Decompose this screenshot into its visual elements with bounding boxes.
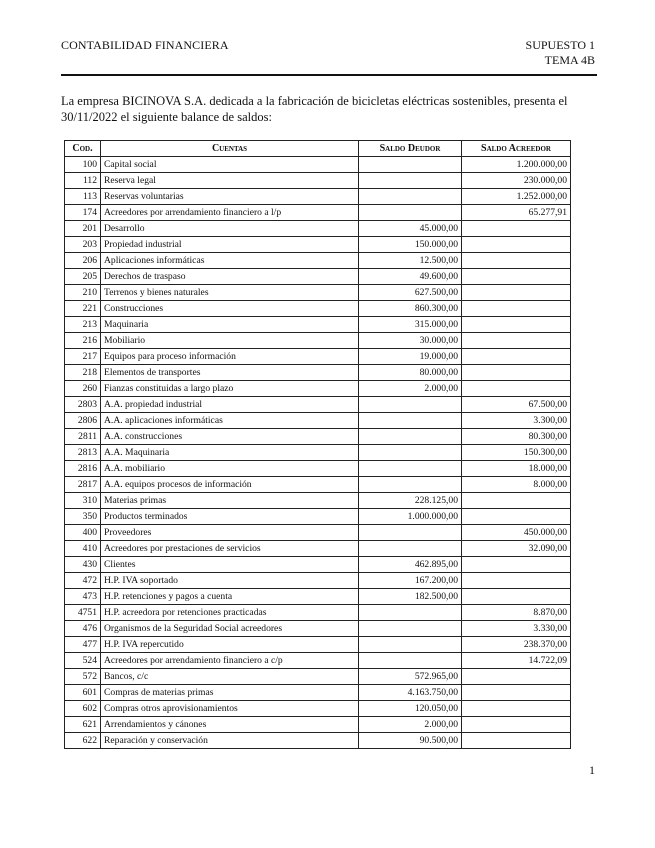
- saldo-deudor: 19.000,00: [359, 349, 462, 365]
- saldo-acreedor: [462, 669, 571, 685]
- account-code: 524: [65, 653, 101, 669]
- saldo-deudor: 4.163.750,00: [359, 685, 462, 701]
- table-row: [65, 733, 571, 749]
- account-name: Bancos, c/c: [101, 669, 359, 685]
- saldo-acreedor: [462, 269, 571, 285]
- saldo-acreedor: [462, 509, 571, 525]
- table-row: [65, 381, 571, 397]
- table-row: [65, 509, 571, 525]
- saldo-deudor: [359, 205, 462, 221]
- account-name: Derechos de traspaso: [101, 269, 359, 285]
- table-row: [65, 173, 571, 189]
- saldo-deudor: [359, 653, 462, 669]
- account-code: 350: [65, 509, 101, 525]
- table-row: [65, 445, 571, 461]
- col-header-saldo-deudor: Saldo Deudor: [359, 141, 462, 157]
- account-name: A.A. mobiliario: [101, 461, 359, 477]
- account-code: 310: [65, 493, 101, 509]
- account-code: 602: [65, 701, 101, 717]
- saldo-deudor: 45.000,00: [359, 221, 462, 237]
- account-name: Acreedores por prestaciones de servicios: [101, 541, 359, 557]
- account-code: 601: [65, 685, 101, 701]
- balance-table: [64, 140, 571, 749]
- table-row: [65, 317, 571, 333]
- saldo-deudor: [359, 445, 462, 461]
- saldo-acreedor: [462, 493, 571, 509]
- account-code: 205: [65, 269, 101, 285]
- saldo-acreedor: 150.300,00: [462, 445, 571, 461]
- saldo-deudor: [359, 397, 462, 413]
- saldo-acreedor: 8.000,00: [462, 477, 571, 493]
- account-code: 210: [65, 285, 101, 301]
- account-name: Arrendamientos y cánones: [101, 717, 359, 733]
- saldo-acreedor: 65.277,91: [462, 205, 571, 221]
- account-name: Aplicaciones informáticas: [101, 253, 359, 269]
- saldo-acreedor: [462, 717, 571, 733]
- page-number: 1: [589, 763, 595, 777]
- table-row: [65, 365, 571, 381]
- account-code: 2811: [65, 429, 101, 445]
- table-row: [65, 493, 571, 509]
- saldo-deudor: 1.000.000,00: [359, 509, 462, 525]
- saldo-acreedor: 1.200.000,00: [462, 157, 571, 173]
- col-header-cuentas: Cuentas: [101, 141, 359, 157]
- account-code: 2803: [65, 397, 101, 413]
- saldo-deudor: [359, 637, 462, 653]
- account-code: 430: [65, 557, 101, 573]
- saldo-acreedor: [462, 365, 571, 381]
- saldo-deudor: [359, 621, 462, 637]
- saldo-acreedor: [462, 333, 571, 349]
- account-name: Fianzas constituidas a largo plazo: [101, 381, 359, 397]
- table-row: [65, 413, 571, 429]
- saldo-acreedor: [462, 237, 571, 253]
- table-row: [65, 685, 571, 701]
- account-code: 473: [65, 589, 101, 605]
- saldo-deudor: 572.965,00: [359, 669, 462, 685]
- table-row: [65, 669, 571, 685]
- saldo-deudor: [359, 461, 462, 477]
- table-row: [65, 333, 571, 349]
- saldo-deudor: [359, 429, 462, 445]
- account-code: 621: [65, 717, 101, 733]
- account-code: 410: [65, 541, 101, 557]
- saldo-acreedor: [462, 557, 571, 573]
- table-row: [65, 237, 571, 253]
- saldo-deudor: 182.500,00: [359, 589, 462, 605]
- table-row: [65, 637, 571, 653]
- saldo-acreedor: [462, 589, 571, 605]
- account-code: 100: [65, 157, 101, 173]
- tema-label: TEMA 4B: [544, 53, 595, 67]
- saldo-acreedor: [462, 573, 571, 589]
- account-name: Productos terminados: [101, 509, 359, 525]
- saldo-deudor: 49.600,00: [359, 269, 462, 285]
- saldo-acreedor: [462, 253, 571, 269]
- saldo-deudor: 30.000,00: [359, 333, 462, 349]
- account-name: Mobiliario: [101, 333, 359, 349]
- account-code: 174: [65, 205, 101, 221]
- account-name: A.A. propiedad industrial: [101, 397, 359, 413]
- saldo-deudor: 2.000,00: [359, 717, 462, 733]
- saldo-acreedor: [462, 349, 571, 365]
- col-header-saldo-acreedor: Saldo Acreedor: [462, 141, 571, 157]
- account-name: Compras otros aprovisionamientos: [101, 701, 359, 717]
- table-header-row: [65, 141, 571, 157]
- saldo-deudor: [359, 605, 462, 621]
- saldo-acreedor: 80.300,00: [462, 429, 571, 445]
- saldo-deudor: [359, 541, 462, 557]
- account-code: 201: [65, 221, 101, 237]
- account-name: Clientes: [101, 557, 359, 573]
- account-name: Equipos para proceso información: [101, 349, 359, 365]
- account-name: H.P. retenciones y pagos a cuenta: [101, 589, 359, 605]
- saldo-acreedor: [462, 381, 571, 397]
- saldo-deudor: 315.000,00: [359, 317, 462, 333]
- account-code: 113: [65, 189, 101, 205]
- saldo-deudor: [359, 173, 462, 189]
- account-name: Terrenos y bienes naturales: [101, 285, 359, 301]
- account-code: 572: [65, 669, 101, 685]
- saldo-acreedor: [462, 317, 571, 333]
- account-name: Propiedad industrial: [101, 237, 359, 253]
- account-name: Reparación y conservación: [101, 733, 359, 749]
- saldo-deudor: 228.125,00: [359, 493, 462, 509]
- saldo-acreedor: [462, 221, 571, 237]
- account-code: 217: [65, 349, 101, 365]
- account-name: Elementos de transportes: [101, 365, 359, 381]
- document-header-title: CONTABILIDAD FINANCIERA: [61, 38, 229, 52]
- account-name: H.P. IVA soportado: [101, 573, 359, 589]
- saldo-acreedor: 67.500,00: [462, 397, 571, 413]
- account-name: A.A. Maquinaria: [101, 445, 359, 461]
- account-name: A.A. construcciones: [101, 429, 359, 445]
- table-row: [65, 157, 571, 173]
- account-code: 112: [65, 173, 101, 189]
- table-row: [65, 205, 571, 221]
- account-name: Desarrollo: [101, 221, 359, 237]
- account-name: Construcciones: [101, 301, 359, 317]
- saldo-deudor: [359, 477, 462, 493]
- account-name: Maquinaria: [101, 317, 359, 333]
- table-row: [65, 605, 571, 621]
- header-divider: [61, 74, 597, 76]
- account-name: H.P. IVA repercutido: [101, 637, 359, 653]
- saldo-deudor: [359, 189, 462, 205]
- saldo-deudor: [359, 413, 462, 429]
- saldo-deudor: 80.000,00: [359, 365, 462, 381]
- saldo-acreedor: [462, 685, 571, 701]
- table-row: [65, 477, 571, 493]
- saldo-deudor: 627.500,00: [359, 285, 462, 301]
- saldo-deudor: [359, 525, 462, 541]
- account-code: 2817: [65, 477, 101, 493]
- table-row: [65, 189, 571, 205]
- account-code: 400: [65, 525, 101, 541]
- account-code: 2806: [65, 413, 101, 429]
- account-name: Acreedores por arrendamiento financiero a c/p: [101, 653, 359, 669]
- saldo-acreedor: [462, 301, 571, 317]
- saldo-deudor: 120.050,00: [359, 701, 462, 717]
- saldo-deudor: 2.000,00: [359, 381, 462, 397]
- account-code: 477: [65, 637, 101, 653]
- account-name: Organismos de la Seguridad Social acreedores: [101, 621, 359, 637]
- saldo-acreedor: 18.000,00: [462, 461, 571, 477]
- table-row: [65, 589, 571, 605]
- saldo-acreedor: 450.000,00: [462, 525, 571, 541]
- account-name: Capital social: [101, 157, 359, 173]
- account-code: 622: [65, 733, 101, 749]
- table-row: [65, 221, 571, 237]
- account-name: Compras de materias primas: [101, 685, 359, 701]
- account-name: Reserva legal: [101, 173, 359, 189]
- account-code: 260: [65, 381, 101, 397]
- saldo-acreedor: 3.300,00: [462, 413, 571, 429]
- saldo-deudor: 150.000,00: [359, 237, 462, 253]
- saldo-acreedor: [462, 285, 571, 301]
- saldo-acreedor: [462, 701, 571, 717]
- account-name: A.A. aplicaciones informáticas: [101, 413, 359, 429]
- saldo-acreedor: [462, 733, 571, 749]
- saldo-acreedor: 3.330,00: [462, 621, 571, 637]
- account-code: 476: [65, 621, 101, 637]
- table-row: [65, 253, 571, 269]
- account-code: 472: [65, 573, 101, 589]
- saldo-acreedor: 14.722,09: [462, 653, 571, 669]
- table-row: [65, 573, 571, 589]
- supuesto-label: SUPUESTO 1: [525, 38, 595, 52]
- account-code: 216: [65, 333, 101, 349]
- table-row: [65, 621, 571, 637]
- saldo-deudor: 12.500,00: [359, 253, 462, 269]
- table-row: [65, 557, 571, 573]
- saldo-acreedor: 32.090,00: [462, 541, 571, 557]
- saldo-deudor: [359, 157, 462, 173]
- saldo-acreedor: 1.252.000,00: [462, 189, 571, 205]
- account-code: 2816: [65, 461, 101, 477]
- saldo-acreedor: 238.370,00: [462, 637, 571, 653]
- account-name: H.P. acreedora por retenciones practicadas: [101, 605, 359, 621]
- table-row: [65, 717, 571, 733]
- table-row: [65, 541, 571, 557]
- account-name: Proveedores: [101, 525, 359, 541]
- table-row: [65, 429, 571, 445]
- table-row: [65, 701, 571, 717]
- account-code: 203: [65, 237, 101, 253]
- table-row: [65, 397, 571, 413]
- col-header-cod: Cod.: [65, 141, 101, 157]
- saldo-acreedor: 230.000,00: [462, 173, 571, 189]
- intro-paragraph: La empresa BICINOVA S.A. dedicada a la fabricación de bicicletas eléctricas sostenibles, presenta el 30/11/2022 el siguiente balance de saldos:: [61, 94, 568, 124]
- account-name: A.A. equipos procesos de información: [101, 477, 359, 493]
- saldo-deudor: 860.300,00: [359, 301, 462, 317]
- document-header-right: [526, 38, 595, 68]
- table-row: [65, 269, 571, 285]
- account-name: Reservas voluntarias: [101, 189, 359, 205]
- table-row: [65, 653, 571, 669]
- saldo-deudor: 167.200,00: [359, 573, 462, 589]
- saldo-acreedor: 8.870,00: [462, 605, 571, 621]
- table-row: [65, 461, 571, 477]
- table-row: [65, 285, 571, 301]
- account-code: 4751: [65, 605, 101, 621]
- saldo-deudor: 462.895,00: [359, 557, 462, 573]
- account-code: 206: [65, 253, 101, 269]
- account-name: Materias primas: [101, 493, 359, 509]
- table-row: [65, 301, 571, 317]
- saldo-deudor: 90.500,00: [359, 733, 462, 749]
- account-code: 213: [65, 317, 101, 333]
- table-row: [65, 349, 571, 365]
- table-row: [65, 525, 571, 541]
- account-name: Acreedores por arrendamiento financiero a l/p: [101, 205, 359, 221]
- account-code: 218: [65, 365, 101, 381]
- account-code: 221: [65, 301, 101, 317]
- account-code: 2813: [65, 445, 101, 461]
